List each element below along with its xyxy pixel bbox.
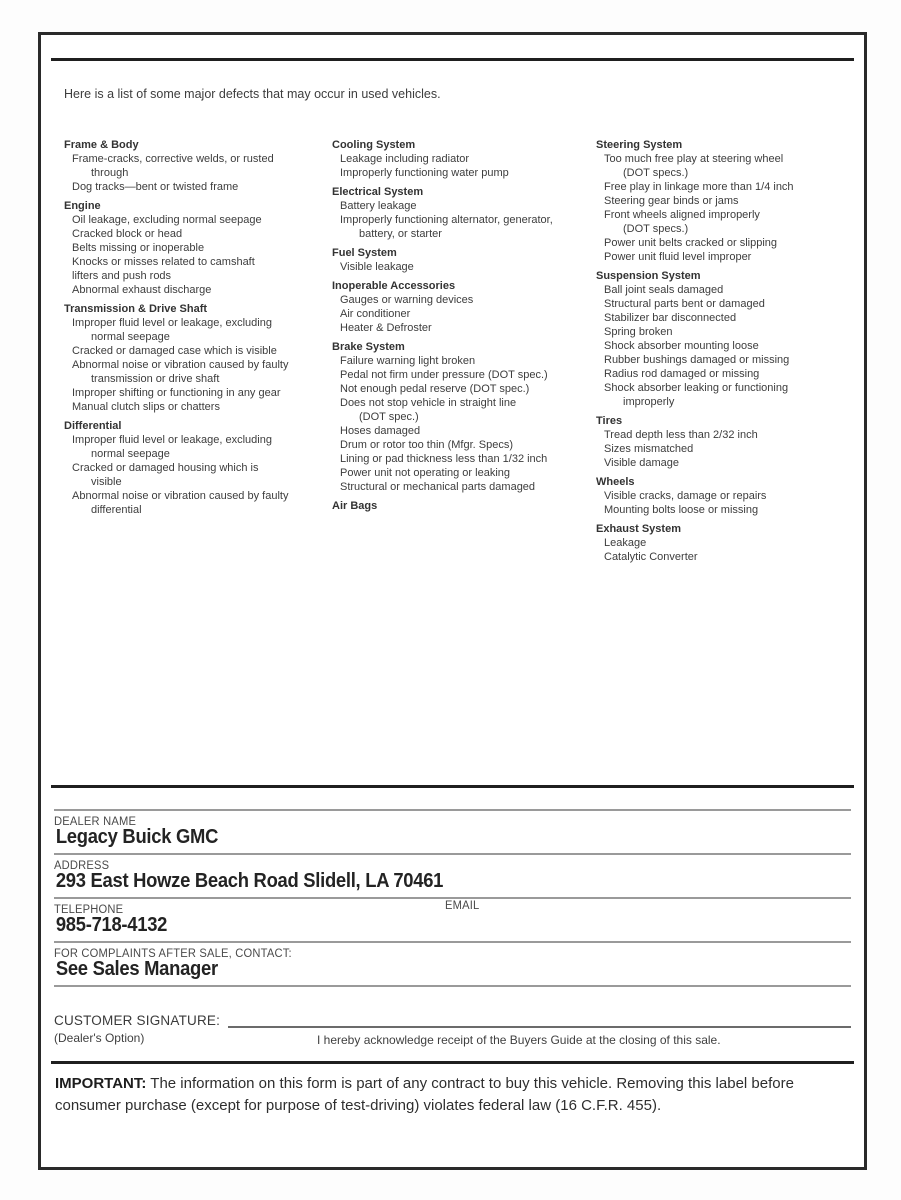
defect-item: Lining or pad thickness less than 1/32 inch — [340, 453, 548, 465]
defect-item: Stabilizer bar disconnected — [604, 312, 737, 324]
defect-item: Manual clutch slips or chatters — [72, 401, 220, 413]
defect-item: Improperly functioning water pump — [340, 167, 509, 179]
defect-item: Spring broken — [604, 326, 673, 338]
defect-item: Pedal not firm under pressure (DOT spec.) — [340, 369, 548, 381]
important-notice — [51, 1073, 854, 1117]
defect-item: Improper fluid level or leakage, excluding — [72, 317, 272, 329]
field-line — [54, 853, 851, 855]
defect-item: (DOT specs.) — [623, 167, 689, 179]
defect-item: Structural or mechanical parts damaged — [340, 481, 536, 493]
defect-section-heading: Brake System — [332, 341, 405, 353]
dealer-section-divider — [51, 785, 854, 788]
defect-section-heading: Air Bags — [332, 500, 378, 512]
defect-item: normal seepage — [91, 448, 170, 460]
defect-item: Does not stop vehicle in straight line — [340, 397, 517, 409]
defects-column-2 — [332, 133, 596, 785]
telephone-value: 985-718-4132 — [55, 914, 168, 936]
defect-item: Improper fluid level or leakage, excluding — [72, 434, 272, 446]
defect-item: Frame-cracks, corrective welds, or rusted — [72, 153, 274, 165]
defect-item: (DOT spec.) — [359, 411, 419, 423]
signature-line[interactable] — [228, 1014, 851, 1028]
defect-item: Shock absorber leaking or functioning — [604, 382, 789, 394]
telephone-email-field — [54, 897, 851, 941]
email-label: EMAIL — [445, 900, 480, 912]
defect-item: differential — [91, 504, 142, 516]
defect-item: Cracked or damaged housing which is — [72, 462, 259, 474]
dealer-info-section — [51, 809, 854, 987]
dealer-name-value: Legacy Buick GMC — [55, 826, 219, 848]
defects-column-1 — [64, 133, 332, 785]
telephone-label: TELEPHONE — [54, 904, 124, 916]
customer-signature-label: CUSTOMER SIGNATURE: — [54, 1013, 221, 1028]
defect-item: Heater & Defroster — [340, 322, 432, 334]
defect-item: through — [91, 167, 129, 179]
defect-item: Front wheels aligned improperly — [604, 209, 760, 221]
defect-item: Battery leakage — [340, 200, 417, 212]
defect-item: Air conditioner — [340, 308, 411, 320]
defect-section-heading: Steering System — [596, 139, 683, 151]
defect-item: Free play in linkage more than 1/4 inch — [604, 181, 794, 193]
top-rule — [51, 58, 854, 61]
defect-item: Power unit not operating or leaking — [340, 467, 510, 479]
defect-item: Belts missing or inoperable — [72, 242, 205, 254]
defect-item: Improperly functioning alternator, generator, — [340, 214, 553, 226]
field-line — [54, 985, 851, 987]
address-value: 293 East Howze Beach Road Slidell, LA 70461 — [55, 870, 444, 892]
defect-item: Visible leakage — [340, 261, 414, 273]
defect-item: Mounting bolts loose or missing — [604, 504, 759, 516]
field-line — [54, 809, 851, 811]
complaints-label: FOR COMPLAINTS AFTER SALE, CONTACT: — [54, 948, 292, 960]
defect-section-heading: Exhaust System — [596, 523, 681, 535]
acknowledgment-text: I hereby acknowledge receipt of the Buyers Guide at the closing of this sale. — [317, 1033, 721, 1047]
signature-sub-row — [51, 1031, 854, 1046]
dealer-name-field — [54, 809, 851, 853]
defect-item: Abnormal exhaust discharge — [72, 284, 212, 296]
defect-item: Leakage including radiator — [340, 153, 470, 165]
defect-item: Gauges or warning devices — [340, 294, 474, 306]
defect-item: visible — [91, 476, 122, 488]
defect-item: Failure warning light broken — [340, 355, 476, 367]
defect-item: Tread depth less than 2/32 inch — [604, 429, 758, 441]
defect-item: Hoses damaged — [340, 425, 421, 437]
defect-item: lifters and push rods — [72, 270, 172, 282]
defect-item: Oil leakage, excluding normal seepage — [72, 214, 262, 226]
defect-section-heading: Engine — [64, 200, 101, 212]
field-line — [54, 897, 851, 899]
dealer-name-label: DEALER NAME — [54, 816, 137, 828]
defect-item: Abnormal noise or vibration caused by faulty — [72, 490, 289, 502]
defect-item: Knocks or misses related to camshaft — [72, 256, 255, 268]
defect-item: improperly — [623, 396, 675, 408]
defects-column-3 — [596, 133, 854, 785]
defect-section-heading: Differential — [64, 420, 122, 432]
defect-item: Improper shifting or functioning in any gear — [72, 387, 281, 399]
defect-item: Ball joint seals damaged — [604, 284, 724, 296]
intro-text: Here is a list of some major defects that may occur in used vehicles. — [64, 87, 441, 101]
defect-section-heading: Cooling System — [332, 139, 416, 151]
buyers-guide-back-page — [38, 32, 867, 1170]
defect-item: Not enough pedal reserve (DOT spec.) — [340, 383, 530, 395]
important-label: IMPORTANT: — [55, 1075, 147, 1092]
defect-section-heading: Suspension System — [596, 270, 701, 282]
defect-item: Dog tracks—bent or twisted frame — [72, 181, 239, 193]
important-text: The information on this form is part of any contract to buy this vehicle. Removing this label before consumer purchase (except for purpose of test-driving) violates federal law (16 C.F.R. 455). — [55, 1075, 794, 1114]
defect-item: (DOT specs.) — [623, 223, 689, 235]
defect-item: Sizes mismatched — [604, 443, 694, 455]
defect-section-heading: Transmission & Drive Shaft — [64, 303, 208, 315]
defect-item: Cracked or damaged case which is visible — [72, 345, 277, 357]
defect-item: battery, or starter — [359, 228, 442, 240]
defect-section-heading: Electrical System — [332, 186, 424, 198]
defect-item: Catalytic Converter — [604, 551, 698, 563]
customer-signature-field — [51, 1013, 854, 1028]
defect-section-heading: Frame & Body — [64, 139, 139, 151]
defect-item: Visible damage — [604, 457, 680, 469]
defect-item: Steering gear binds or jams — [604, 195, 739, 207]
address-field — [54, 853, 851, 897]
complaints-value: See Sales Manager — [55, 958, 218, 980]
address-label: ADDRESS — [54, 860, 110, 872]
defect-item: Rubber bushings damaged or missing — [604, 354, 790, 366]
defect-section-heading: Tires — [596, 415, 623, 427]
defect-item: Cracked block or head — [72, 228, 183, 240]
defect-item: Power unit fluid level improper — [604, 251, 752, 263]
defect-item: transmission or drive shaft — [91, 373, 220, 385]
defect-item: Power unit belts cracked or slipping — [604, 237, 778, 249]
defect-item: Leakage — [604, 537, 647, 549]
defect-item: Too much free play at steering wheel — [604, 153, 784, 165]
defect-section-heading: Inoperable Accessories — [332, 280, 456, 292]
defect-section-heading: Wheels — [596, 476, 635, 488]
defect-item: Abnormal noise or vibration caused by faulty — [72, 359, 289, 371]
defect-item: Drum or rotor too thin (Mfgr. Specs) — [340, 439, 513, 451]
field-line — [54, 941, 851, 943]
defect-section-heading: Fuel System — [332, 247, 397, 259]
defect-item: Radius rod damaged or missing — [604, 368, 760, 380]
defects-list — [64, 133, 854, 785]
defect-item: Structural parts bent or damaged — [604, 298, 765, 310]
defect-item: Shock absorber mounting loose — [604, 340, 759, 352]
dealers-option-label: (Dealer's Option) — [54, 1031, 145, 1045]
defect-item: Visible cracks, damage or repairs — [604, 490, 767, 502]
defect-item: normal seepage — [91, 331, 170, 343]
important-section-divider — [51, 1061, 854, 1064]
complaints-field — [54, 941, 851, 985]
